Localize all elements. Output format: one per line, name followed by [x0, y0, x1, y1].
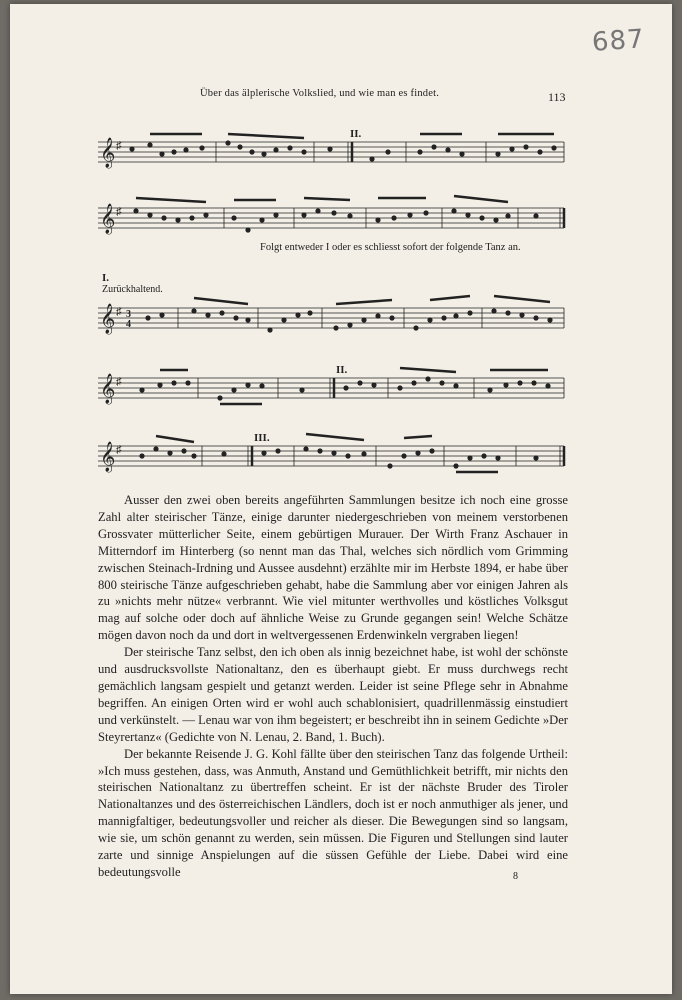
svg-text:♯: ♯ [116, 140, 122, 152]
staff-notation [98, 128, 568, 172]
svg-text:𝄞: 𝄞 [100, 138, 116, 167]
archive-number: 687 [591, 24, 646, 58]
svg-text:♯: ♯ [116, 444, 122, 456]
performance-note: Folgt entweder I oder es schliesst sofort der folgende Tanz an. [260, 242, 521, 253]
paragraph-2: Der steirische Tanz selbst, den ich oben als innig bezeichnet habe, ist wohl der schönste und ausdrucksvollste Nationaltanz, den es überhaupt giebt. Er muss durchwegs recht gemächlich langsam gespielt und getanzt werden. Leider ist seine Pflege sehr in Abnahme begriffen. An einigen Orten wird er wohl auch schablonisiert, quadrillenmässig einstudiert und verkünstelt. — Lenau war von ihm begeistert; er beschreibt ihn in seinem Gedichte »Der Steyrertanz« (Gedichte von N. Lenau, 2. Band, 1. Buch). [98, 645, 568, 744]
running-head: Über das älplerische Volkslied, und wie man es findet. [200, 88, 440, 99]
svg-text:♯: ♯ [116, 376, 122, 388]
svg-text:♯: ♯ [116, 206, 122, 218]
section-label-II-b: II. [336, 364, 348, 376]
paragraph-1: Ausser den zwei oben bereits angeführten Sammlungen besitze ich noch eine grosse Zahl alter steirischer Tänze, einige darunter niedergeschrieben von meinem verstorbenen Grossvater mütterlicher Seite, einem gebürtigen Murauer. Der Wirth Franz Aschauer in Mitterndorf im Hinterberg (so nennt man das Thal, welches sich nördlich vom Grimming zwischen Steinach-Irdning und Aussee ausdehnt) erzählte mir im Herbste 1894, er habe über 800 steirische Tänze aufgeschrieben gehabt, habe die Sammlung aber vor einigen Jahren als zu »nichts mehr nütze« verbrannt. Wie viel mitunter werthvolles und köstliches Volksgut mag auf solche oder doch auf ähnliche Weise zu Grunde gegangen sein! Welche Schätze mögen davon noch da und dort in weltvergessenen Erdenwinkeln vergraben liegen! [98, 493, 568, 643]
music-staff-1 [98, 128, 568, 172]
svg-text:♯: ♯ [116, 306, 122, 318]
svg-text:𝄞: 𝄞 [100, 304, 116, 333]
time-signature-top: 3 [126, 309, 131, 320]
section-label-II: II. [350, 128, 362, 140]
signature-mark: 8 [513, 871, 518, 882]
music-staff-3 [98, 294, 568, 338]
page-number: 113 [548, 90, 566, 104]
staff-notation [98, 194, 568, 238]
paragraph-3: Der bekannte Reisende J. G. Kohl fällte über den steirischen Tanz das folgende Urtheil: »Ich muss gestehen, dass, was Anmuth, Anstand und Gemüthlichkeit betrifft, mir nichts den steirischen Nationaltanz zu übertreffen scheint. Er ist der nächste Bruder des Tiroler Nationaltanzes und des österreichischen Ländlers, doch ist er noch anmuthiger als jener, und mannigfaltiger, bedeutungsvoller und reicher als dieser. Die Bewegungen sind so langsam, wie sie, um schön genannt zu werden, sein müssen. Die Figuren und Stellungen sind lauter zarte und sinnige Anspielungen auf die süssen Gefühle der Liebe. Dabei wird eine bedeutungsvolle [98, 746, 568, 879]
svg-text:𝄞: 𝄞 [100, 204, 116, 233]
body-text [98, 492, 568, 881]
section-label-III: III. [254, 432, 270, 444]
section-label-I: I. [102, 272, 110, 284]
svg-text:𝄞: 𝄞 [100, 374, 116, 403]
staff-notation [98, 432, 568, 476]
svg-text:𝄞: 𝄞 [100, 442, 116, 471]
music-staff-2 [98, 194, 568, 238]
book-page [10, 4, 672, 994]
music-staff-4 [98, 364, 568, 408]
staff-notation [98, 294, 568, 338]
music-staff-5 [98, 432, 568, 476]
time-signature-bottom: 4 [126, 319, 131, 330]
tempo-marking [102, 272, 163, 295]
staff-notation [98, 364, 568, 408]
tempo-text: Zurückhaltend. [102, 284, 163, 295]
